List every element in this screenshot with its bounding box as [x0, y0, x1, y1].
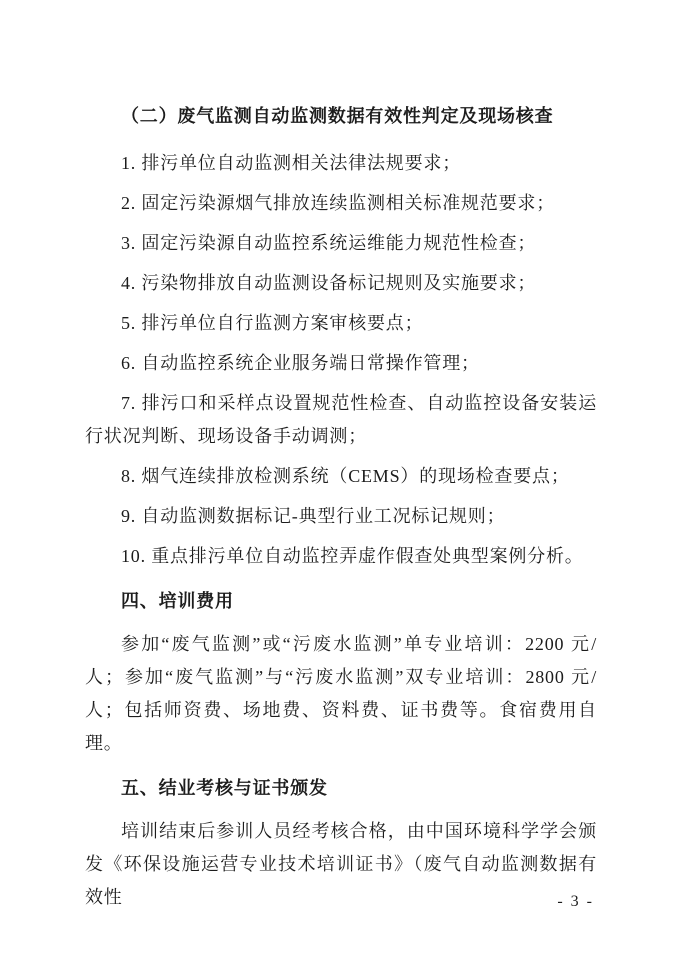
list-item-6: 6. 自动监控系统企业服务端日常操作管理； [121, 353, 480, 373]
paragraph-training-fees: 参加“废气监测”或“污废水监测”单专业培训：2200 元/人；参加“废气监测”与“污废水监测”双专业培训：2800 元/人；包括师资费、场地费、资料费、证书费等。食宿费用自理。 [85, 634, 597, 753]
list-item-1: 1. 排污单位自动监测相关法律法规要求； [121, 153, 461, 173]
list-item-7: 7. 排污口和采样点设置规范性检查、自动监控设备安装运行状况判断、现场设备手动调测； [85, 393, 597, 446]
document-body [85, 100, 597, 921]
list-item-9: 9. 自动监测数据标记-典型行业工况标记规则； [121, 506, 506, 526]
list-item-4: 4. 污染物排放自动监测设备标记规则及实施要求； [121, 273, 537, 293]
list-item-2: 2. 固定污染源烟气排放连续监测相关标准规范要求； [121, 193, 555, 213]
page-number: - 3 - [557, 893, 594, 910]
list-item-8: 8. 烟气连续排放检测系统（CEMS）的现场检查要点； [121, 466, 570, 486]
section-heading-training-fees: 四、培训费用 [121, 591, 234, 611]
section-heading-assessment-certificate: 五、结业考核与证书颁发 [121, 778, 328, 798]
paragraph-assessment-certificate: 培训结束后参训人员经考核合格，由中国环境科学学会颁发《环保设施运营专业技术培训证书》（废气自动监测数据有效性 [85, 821, 597, 907]
section-heading-waste-gas-monitoring: （二）废气监测自动监测数据有效性判定及现场核查 [121, 106, 554, 126]
list-item-10: 10. 重点排污单位自动监控弄虚作假查处典型案例分析。 [121, 546, 584, 566]
list-item-3: 3. 固定污染源自动监控系统运维能力规范性检查； [121, 233, 537, 253]
list-item-5: 5. 排污单位自行监测方案审核要点； [121, 313, 424, 333]
